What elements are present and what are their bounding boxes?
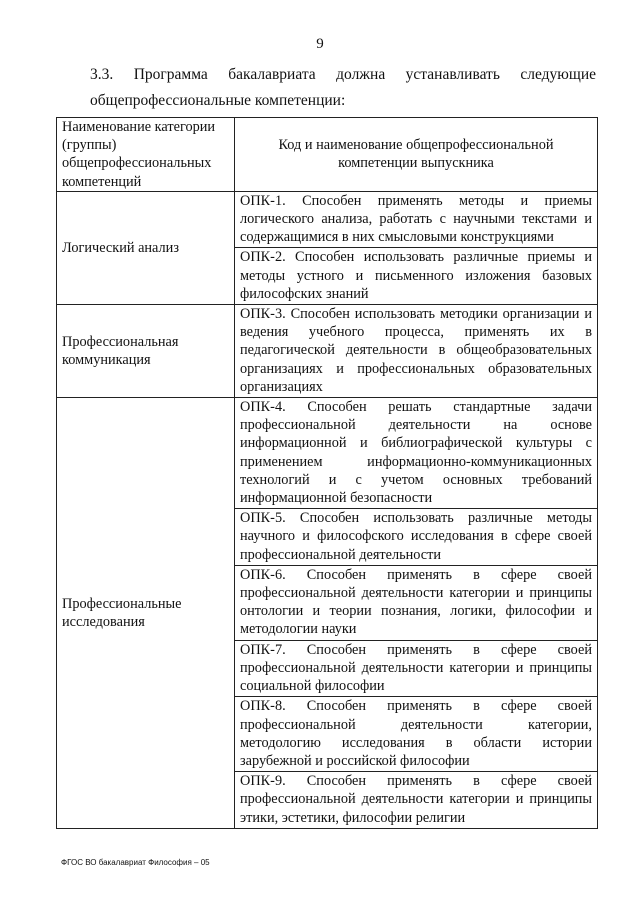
competency-cell: ОПК-7. Способен применять в сфере своей профессиональной деятельности категории и принципы социальной философии: [235, 640, 598, 697]
header-category: Наименование категории (группы) общепрофессиональных компетенций: [57, 118, 235, 192]
competency-cell: ОПК-2. Способен использовать различные приемы и методы устного и письменного изложения базовых философских знаний: [235, 248, 598, 305]
competency-cell: ОПК-1. Способен применять методы и приемы логического анализа, работать с научными текстами и содержащимися в них смысловыми конструкциями: [235, 191, 598, 248]
header-code-name: Код и наименование общепрофессиональной компетенции выпускника: [235, 118, 598, 192]
competency-cell: ОПК-8. Способен применять в сфере своей профессиональной деятельности категории, методологию исследования в области истории зарубежной и российской философии: [235, 697, 598, 772]
competency-cell: ОПК-3. Способен использовать методики организации и ведения учебного процесса, применять их в педагогической деятельности в общеобразовательных организациях и профессиональных образовательных организациях: [235, 305, 598, 398]
category-cell: Профессиональные исследования: [57, 398, 235, 829]
table-row: [57, 191, 598, 248]
competency-cell: ОПК-6. Способен применять в сфере своей профессиональной деятельности категории и принципы онтологии и теории познания, логики, философии и методологии науки: [235, 565, 598, 640]
intro-line-1: 3.3. Программа бакалавриата должна устанавливать следующие: [90, 66, 596, 83]
intro-paragraph: [90, 62, 596, 114]
table-header-row: [57, 118, 598, 192]
page-footer: ФГОС ВО бакалавриат Философия – 05: [61, 858, 210, 867]
intro-line-2: общепрофессиональные компетенции:: [90, 92, 346, 109]
category-cell: Логический анализ: [57, 191, 235, 304]
category-cell: Профессиональная коммуникация: [57, 305, 235, 398]
page-number: 9: [316, 36, 324, 52]
table-row: [57, 305, 598, 398]
competencies-table: [56, 117, 598, 829]
table-row: [57, 398, 598, 509]
competency-cell: ОПК-9. Способен применять в сфере своей профессиональной деятельности категории и принципы этики, эстетики, философии религии: [235, 772, 598, 829]
competency-cell: ОПК-5. Способен использовать различные методы научного и философского исследования в сфере своей профессиональной деятельности: [235, 509, 598, 566]
competency-cell: ОПК-4. Способен решать стандартные задачи профессиональной деятельности на основе информационной и библиографической культуры с применением информационно-коммуникационных технологий и с учетом основных требований информационной безопасности: [235, 398, 598, 509]
